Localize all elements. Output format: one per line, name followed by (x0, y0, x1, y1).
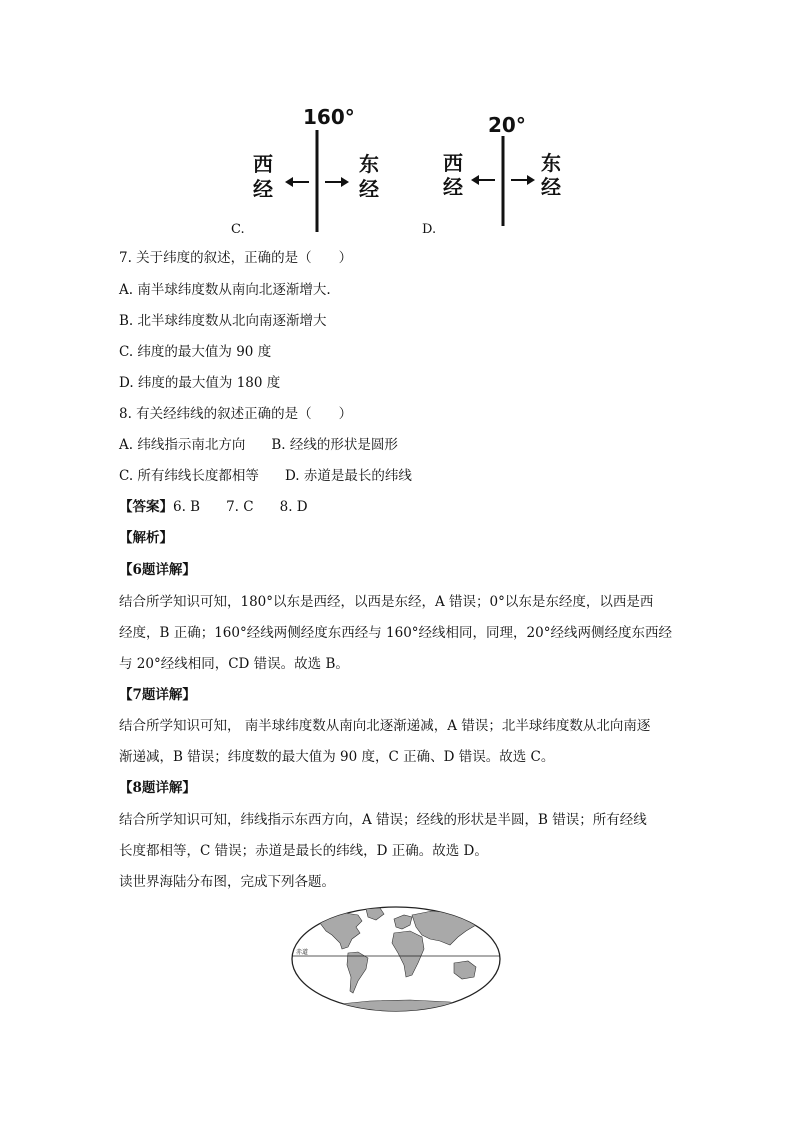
east-char-2-d: 经 (541, 175, 561, 199)
left-arrow-icon (471, 175, 495, 185)
degree-label-c: 160° (303, 105, 355, 129)
left-arrow-icon (285, 177, 309, 187)
figure-label-d: D. (422, 222, 437, 237)
question-8-stem: 8. 有关经纬线的叙述正确的是（ ） (119, 406, 353, 422)
question-7-option-c: C. 纬度的最大值为 90 度 (119, 344, 272, 360)
east-char-1-d: 东 (541, 151, 561, 175)
meridian-diagram-d (425, 98, 595, 238)
question-8-option-b: B. 经线的形状是圆形 (271, 437, 398, 453)
west-char-1-c: 西 (253, 152, 273, 176)
q6-detail-line-3: 与 20°经线相同，CD 错误。故选 B。 (119, 656, 349, 672)
west-char-1-d: 西 (443, 151, 463, 175)
degree-label-d: 20° (488, 113, 526, 137)
question-7-option-b: B. 北半球纬度数从北向南逐渐增大 (119, 313, 327, 329)
east-char-1-c: 东 (359, 152, 379, 176)
question-8-option-c: C. 所有纬线长度都相等 (119, 468, 259, 484)
q8-detail-title: 【8题详解】 (119, 780, 196, 796)
answer-7: 7. C (226, 499, 254, 515)
figure-option-d (425, 98, 595, 238)
world-map-figure (290, 905, 502, 1013)
west-char-2-c: 经 (253, 177, 273, 201)
meridian-diagram-c (235, 98, 405, 238)
answer-label: 【答案】 (119, 499, 173, 515)
question-8-options-cd (119, 467, 412, 485)
question-8-option-a: A. 纬线指示南北方向 (119, 437, 246, 453)
question-7-option-a: A. 南半球纬度数从南向北逐渐增大. (119, 282, 331, 298)
answer-line (119, 498, 308, 516)
world-land-sea-map (290, 905, 502, 1013)
q7-detail-line-2: 渐递减，B 错误；纬度数的最大值为 90 度，C 正确、D 错误。故选 C。 (119, 749, 555, 765)
figure-option-c (235, 98, 405, 238)
answer-8: 8. D (279, 499, 308, 515)
question-8-options-ab (119, 436, 398, 454)
next-question-intro: 读世界海陆分布图，完成下列各题。 (119, 874, 335, 890)
q6-detail-line-2: 经度，B 正确；160°经线两侧经度东西经与 160°经线相同，同理，20°经线两侧经度东西经 (119, 625, 672, 641)
equator-label: 赤道 (296, 949, 309, 956)
west-char-2-d: 经 (443, 175, 463, 199)
q8-detail-line-1: 结合所学知识可知，纬线指示东西方向，A 错误；经线的形状是半圆，B 错误；所有经线 (119, 812, 647, 828)
question-7-option-d: D. 纬度的最大值为 180 度 (119, 375, 281, 391)
q6-detail-title: 【6题详解】 (119, 562, 196, 578)
east-char-2-c: 经 (359, 177, 379, 201)
figure-label-c: C. (231, 222, 245, 237)
q8-detail-line-2: 长度都相等，C 错误；赤道是最长的纬线，D 正确。故选 D。 (119, 843, 488, 859)
answer-6: 6. B (173, 499, 201, 515)
analysis-label: 【解析】 (119, 530, 173, 546)
question-8-option-d: D. 赤道是最长的纬线 (284, 468, 412, 484)
question-7-stem: 7. 关于纬度的叙述，正确的是（ ） (119, 250, 353, 266)
right-arrow-icon (511, 175, 535, 185)
q6-detail-line-1: 结合所学知识可知，180°以东是西经，以西是东经，A 错误；0°以东是东经度，以西是西 (119, 594, 654, 610)
right-arrow-icon (325, 177, 349, 187)
q7-detail-line-1: 结合所学知识可知， 南半球纬度数从南向北逐渐递减，A 错误；北半球纬度数从北向南逐 (119, 718, 651, 734)
q7-detail-title: 【7题详解】 (119, 687, 196, 703)
